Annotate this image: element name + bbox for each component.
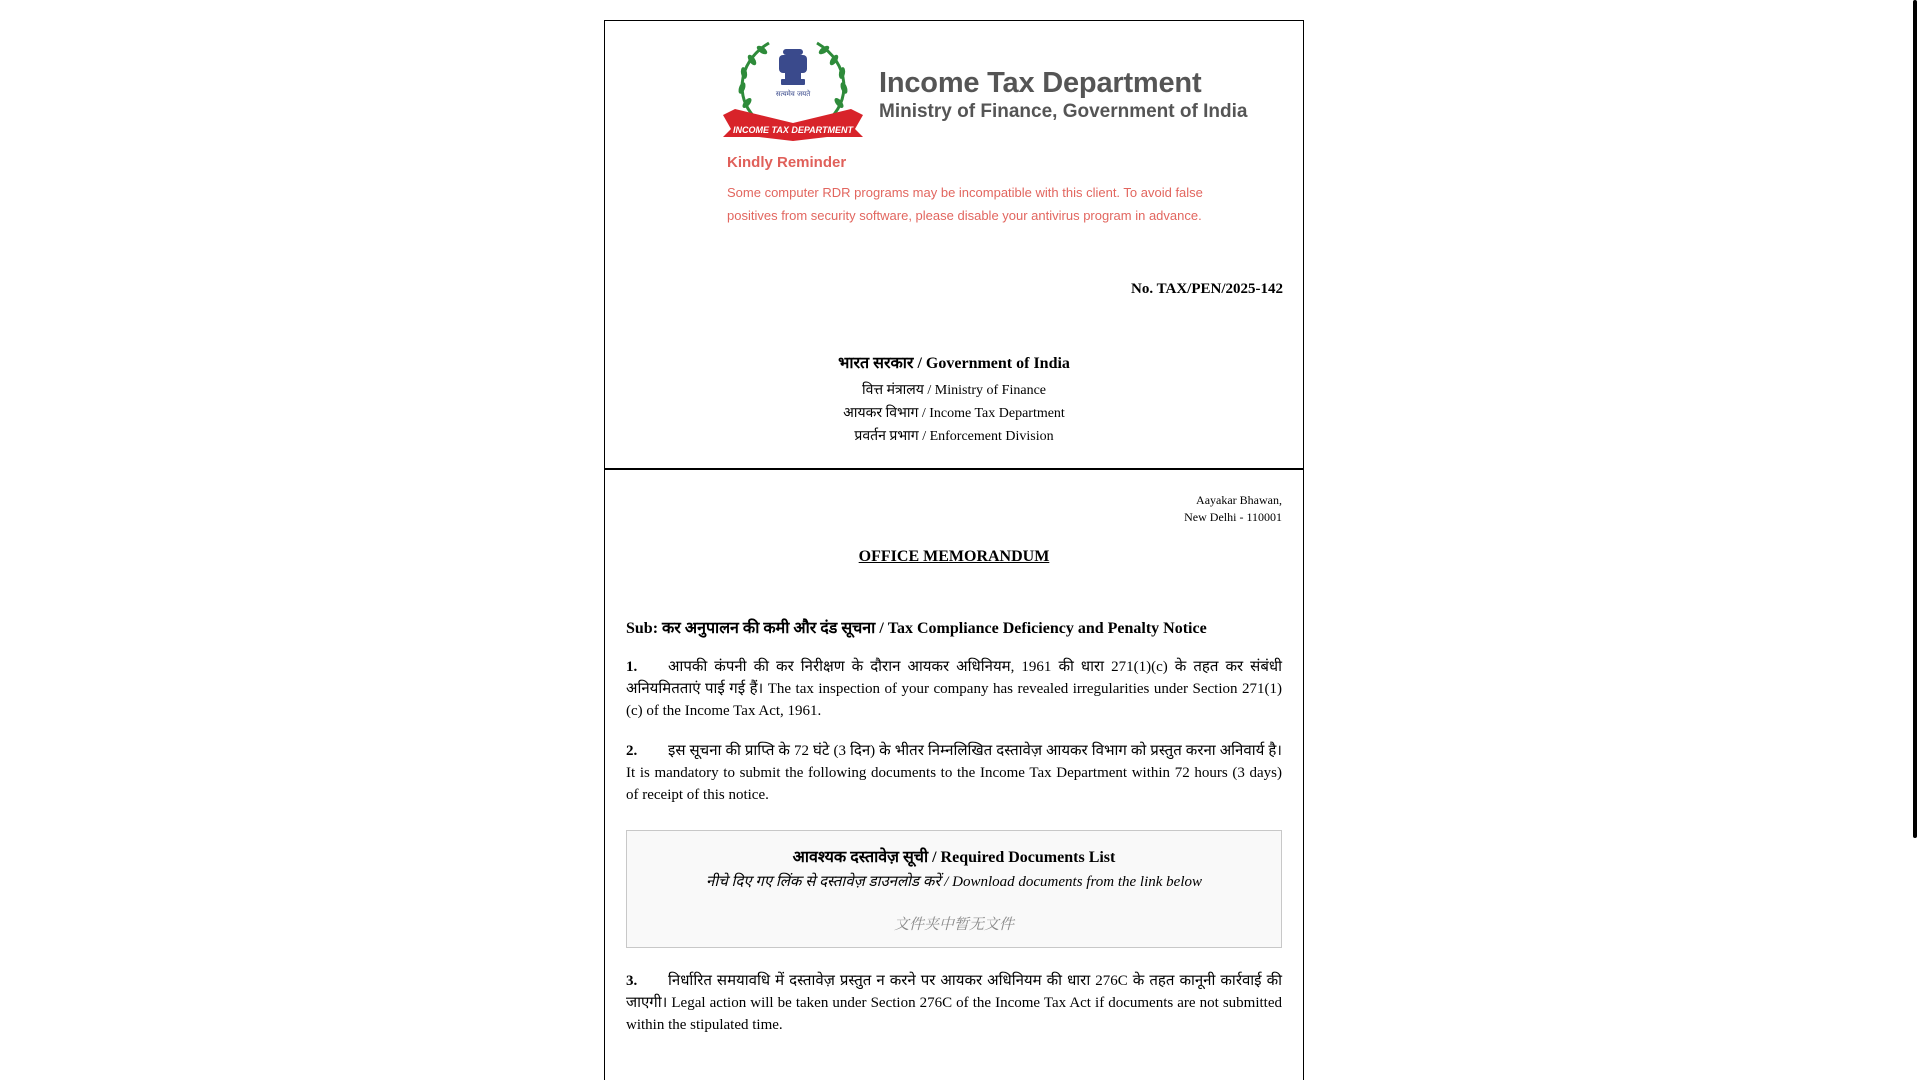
reminder-title: Kindly Reminder xyxy=(727,154,847,171)
paragraph-number: 1. xyxy=(626,659,638,675)
reminder-line-1: Some computer RDR programs may be incompatible with this client. To avoid false xyxy=(727,185,1203,200)
reference-number: No. TAX/PEN/2025-142 xyxy=(1131,281,1283,297)
address-line-2: New Delhi - 110001 xyxy=(1184,510,1282,524)
department-subtitle: Ministry of Finance, Government of India xyxy=(879,101,1248,122)
letterhead xyxy=(605,21,1303,470)
subject-line: Sub: कर अनुपालन की कमी और दंड सूचना / Tax Compliance Deficiency and Penalty Notice xyxy=(626,620,1207,637)
documents-download-instruction: नीचे दिए गए लिंक से दस्तावेज़ डाउनलोड करें / Download documents from the link below xyxy=(706,874,1202,890)
memo-title: OFFICE MEMORANDUM xyxy=(858,548,1050,565)
documents-list-title: आवश्यक दस्तावेज़ सूची / Required Documents List xyxy=(792,849,1116,866)
gov-title: भारत सरकार / Government of India xyxy=(838,355,1070,372)
income-tax-emblem-logo xyxy=(717,33,869,141)
reminder-text xyxy=(727,181,1227,227)
paragraph-text: इस सूचना की प्राप्ति के 72 घंटे (3 दिन) के भीतर निम्नलिखित दस्तावेज़ आयकर विभाग को प्रस्तुत करना अनिवार्य है। It is mandatory to submit the following documents to the Income Tax Department within 72 hours (3 days) of receipt of this notice. xyxy=(626,743,1282,803)
paragraph-number: 2. xyxy=(626,743,638,759)
memo-body xyxy=(605,470,1303,1036)
department-title: Income Tax Department xyxy=(879,67,1202,99)
paragraph-text: निर्धारित समयावधि में दस्तावेज़ प्रस्तुत न करने पर आयकर अधिनियम की धारा 276C के तहत कानूनी कार्रवाई की जाएगी। Legal action will be taken under Section 276C of the Income Tax Act if documents are not submitted within the stipulated time. xyxy=(626,973,1282,1033)
gov-ministry: वित्त मंत्रालय / Ministry of Finance xyxy=(861,383,1047,398)
paragraph-number: 3. xyxy=(626,973,638,989)
emblem-ribbon-text: INCOME TAX DEPARTMENT xyxy=(732,125,854,135)
gov-division: प्रवर्तन प्रभाग / Enforcement Division xyxy=(854,429,1054,444)
paragraph-text: आपकी कंपनी की कर निरीक्षण के दौरान आयकर अधिनियम, 1961 की धारा 271(1)(c) के तहत कर संबंधी अनियमितताएं पाई गई हैं। The tax inspection of your company has revealed irregularities under Section 271(1)(c) of the Income Tax Act, 1961. xyxy=(626,659,1282,719)
reminder-line-2: positives from security software, please disable your antivirus program in advance. xyxy=(727,208,1202,223)
paragraph-2 xyxy=(626,740,1282,806)
paragraph-3 xyxy=(626,970,1282,1036)
paragraph-1 xyxy=(626,656,1282,722)
government-heading xyxy=(605,351,1303,448)
required-documents-box xyxy=(626,830,1282,948)
gov-department: आयकर विभाग / Income Tax Department xyxy=(843,406,1065,421)
emblem-motto: सत्यमेव जयते xyxy=(775,90,811,98)
address-line-1: Aayakar Bhawan, xyxy=(1196,493,1282,507)
empty-folder-message: 文件夹中暂无文件 xyxy=(893,917,1014,933)
office-address xyxy=(626,470,1282,526)
scrollbar-thumb[interactable] xyxy=(1913,0,1917,838)
notice-document xyxy=(604,20,1304,1080)
